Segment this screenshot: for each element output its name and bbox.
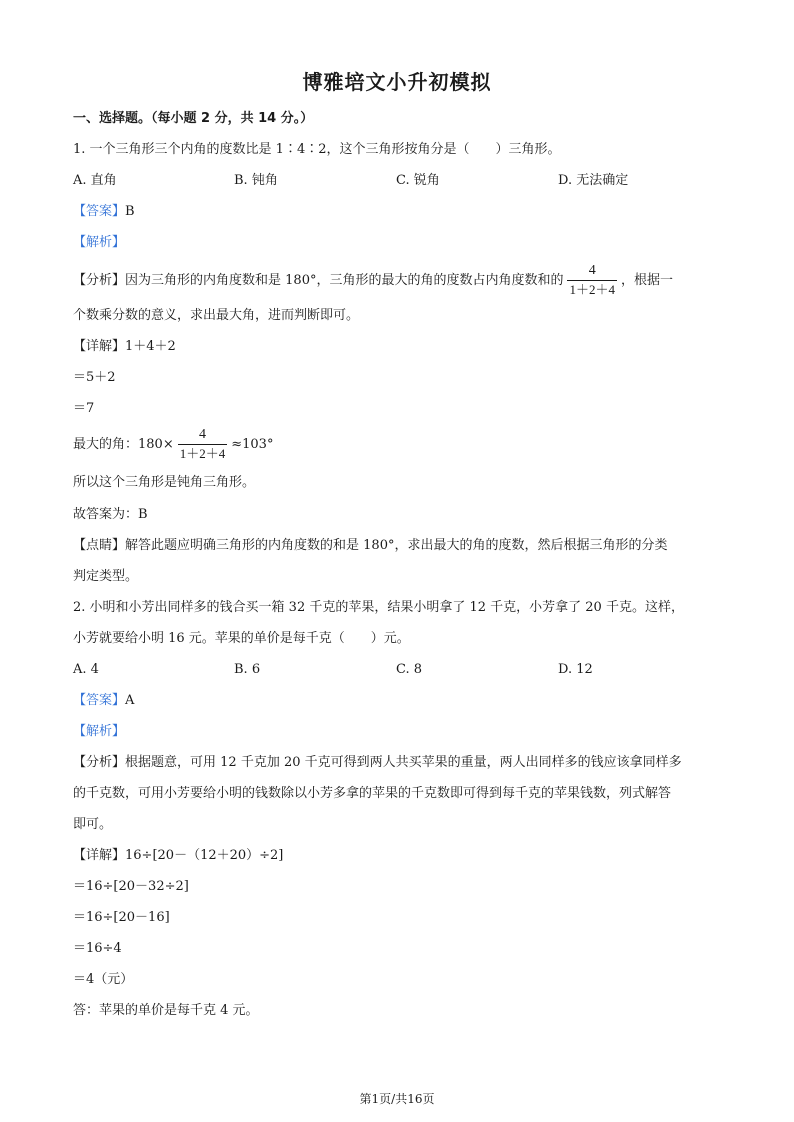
q2-option-d: D. 12 <box>558 662 593 677</box>
q2-detail-line5: ＝4（元） <box>73 972 134 987</box>
q1-fenxi-line1 <box>73 262 673 299</box>
analysis-tag: 【解析】 <box>73 724 126 739</box>
q1-option-a: A. 直角 <box>73 173 117 188</box>
q2-detail-line4: ＝16÷4 <box>73 941 122 956</box>
q2-option-b: B. 6 <box>234 662 261 677</box>
fenxi-tag: 【分析】 <box>73 755 126 770</box>
fraction-numerator: 4 <box>588 263 596 278</box>
detail-text: 1＋4＋2 <box>125 339 176 354</box>
detail-tag: 【详解】 <box>73 339 126 354</box>
q1-dianjing-line1 <box>73 537 667 555</box>
q1-max-angle <box>73 426 273 463</box>
q2-answer <box>73 692 134 710</box>
q1-answer <box>73 203 135 221</box>
q2-fenxi-line1 <box>73 754 682 772</box>
q1-option-d: D. 无法确定 <box>558 173 629 188</box>
q1-option-c: C. 锐角 <box>396 173 440 188</box>
q2-reply: 答：苹果的单价是每千克 4 元。 <box>73 1003 259 1018</box>
dianjing-text: 解答此题应明确三角形的内角度数的和是 180°，求出最大的角的度数，然后根据三角形的分类 <box>125 538 668 553</box>
fenxi-tag: 【分析】 <box>73 273 126 288</box>
page-title: 博雅培文小升初模拟 <box>302 70 492 94</box>
q2-detail-line2: ＝16÷[20－32÷2] <box>73 879 189 894</box>
q2-detail-line3: ＝16÷[20－16] <box>73 910 170 925</box>
q2-analysis-tag <box>73 723 125 741</box>
fraction-numerator: 4 <box>198 427 206 442</box>
answer-tag: 【答案】 <box>73 204 126 219</box>
q2-option-c: C. 8 <box>396 662 423 677</box>
fraction-denominator: 1＋2＋4 <box>179 446 226 461</box>
q2-option-a: A. 4 <box>73 662 99 677</box>
fraction <box>567 262 617 299</box>
detail-tag: 【详解】 <box>73 848 126 863</box>
q2-stem-line2: 小芳就要给小明 16 元。苹果的单价是每千克（ ）元。 <box>73 631 410 646</box>
q1-option-b: B. 钝角 <box>234 173 278 188</box>
fraction <box>178 426 228 463</box>
q1-dianjing-line2: 判定类型。 <box>73 569 139 584</box>
page-footer: 第1页/共16页 <box>359 1092 435 1106</box>
q1-analysis-tag <box>73 234 125 252</box>
dianjing-tag: 【点睛】 <box>73 538 126 553</box>
fenxi-text: 根据题意，可用 12 千克加 20 千克可得到两人共买苹果的重量，两人出同样多的钱应该拿同样多 <box>125 755 682 770</box>
q2-fenxi-line3: 即可。 <box>73 817 113 832</box>
q2-stem-line1: 2. 小明和小芳出同样多的钱合买一箱 32 千克的苹果，结果小明拿了 12 千克，小芳拿了 20 千克。这样， <box>73 600 684 615</box>
q1-fenxi-line2: 个数乘分数的意义，求出最大角，进而判断即可。 <box>73 308 360 323</box>
answer-value: A <box>125 693 135 708</box>
detail-text: 16÷[20－（12＋20）÷2] <box>125 848 284 863</box>
fenxi-text: 因为三角形的内角度数和是 180°，三角形的最大的角的度数占内角度数和的 <box>125 273 564 288</box>
q1-detail-line3: ＝7 <box>73 401 95 416</box>
answer-value: B <box>125 204 135 219</box>
analysis-tag: 【解析】 <box>73 235 126 250</box>
q1-detail-line2: ＝5＋2 <box>73 370 116 385</box>
section-heading: 一、选择题。（每小题 2 分，共 14 分。） <box>73 111 314 126</box>
q1-detail-line1 <box>73 338 176 356</box>
q2-detail-line1 <box>73 847 283 865</box>
max-angle-prefix: 最大的角：180× <box>73 437 174 452</box>
q1-final-answer: 故答案为：B <box>73 507 148 522</box>
fraction-denominator: 1＋2＋4 <box>569 282 615 297</box>
fenxi-text-end: ，根据一 <box>620 273 673 288</box>
q1-conclusion: 所以这个三角形是钝角三角形。 <box>73 475 256 490</box>
answer-tag: 【答案】 <box>73 693 126 708</box>
q1-stem: 1. 一个三角形三个内角的度数比是 1∶4∶2，这个三角形按角分是（ ）三角形。 <box>73 142 561 157</box>
q2-fenxi-line2: 的千克数，可用小芳要给小明的钱数除以小芳多拿的苹果的千克数即可得到每千克的苹果钱数，列式解答 <box>73 786 672 801</box>
max-angle-suffix: ≈103° <box>231 437 274 452</box>
